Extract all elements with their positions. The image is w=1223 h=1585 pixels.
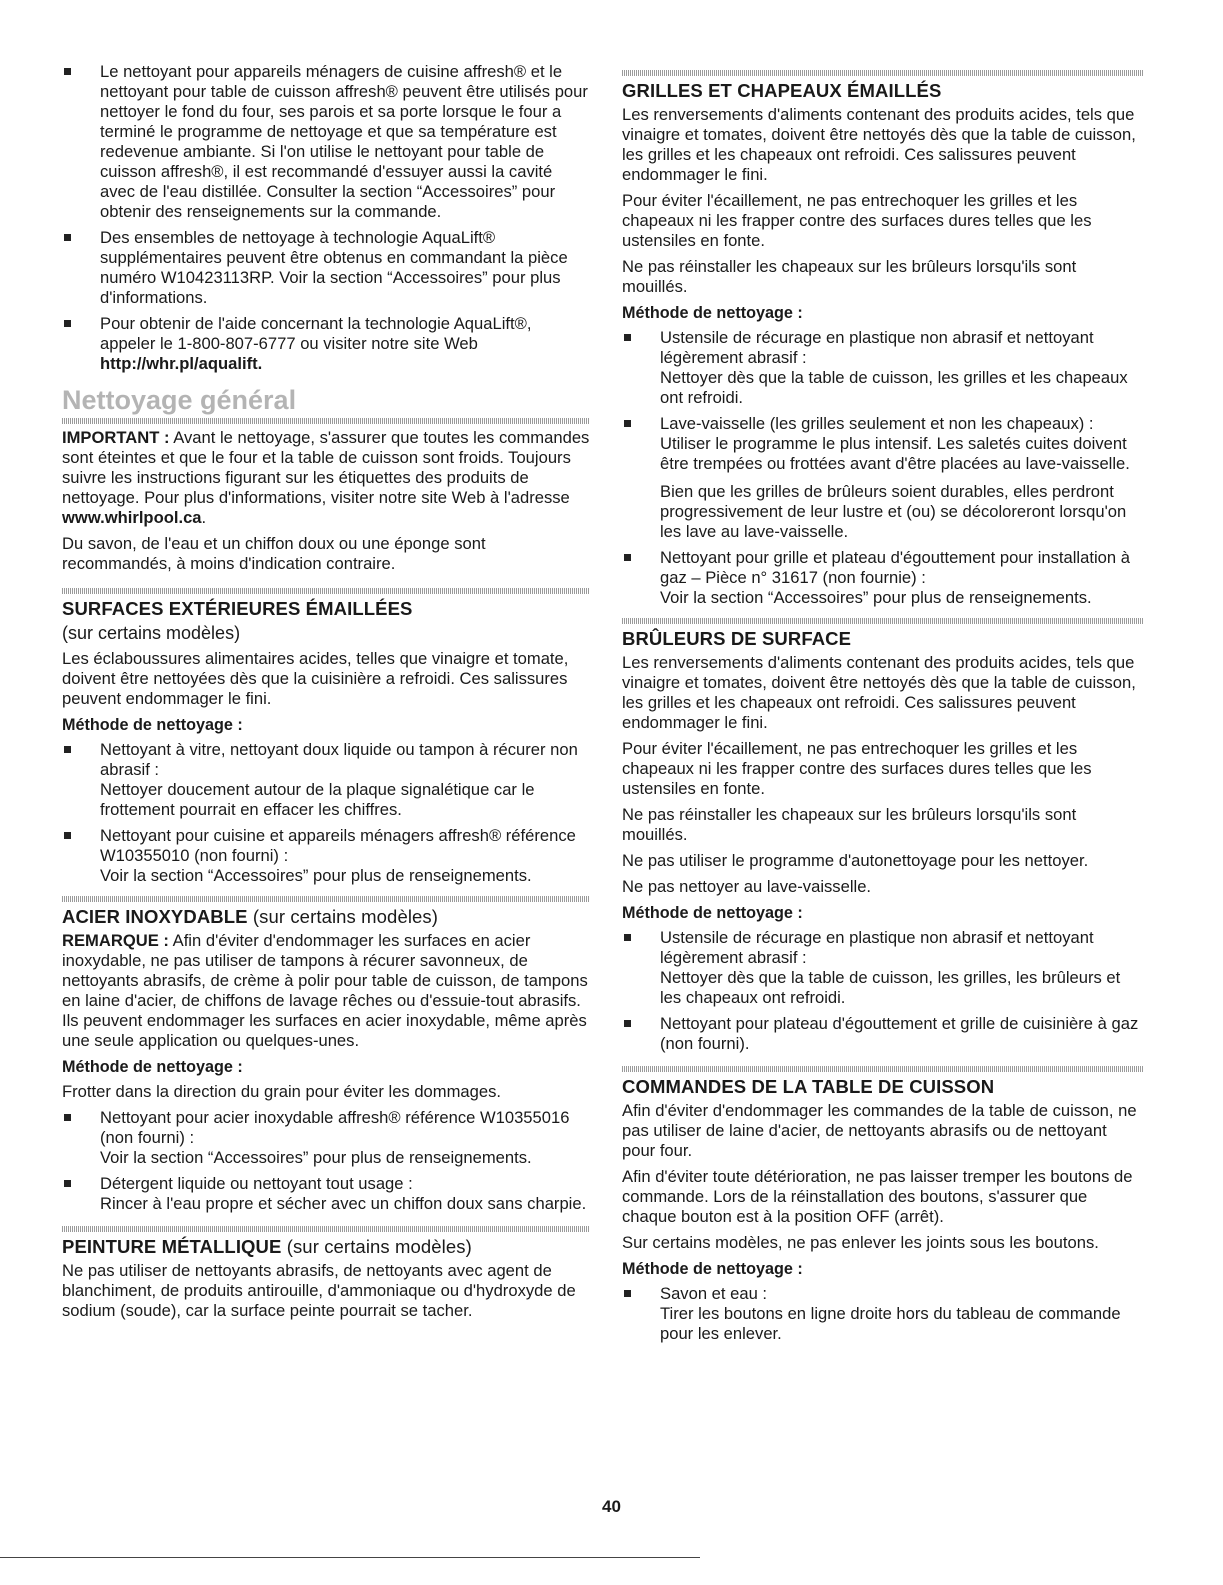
bullet-subtext: Tirer les boutons en ligne droite hors du tableau de commande pour les enlever.	[660, 1304, 1121, 1343]
bullet-icon	[64, 234, 71, 241]
list-item	[622, 548, 1144, 608]
list-item	[62, 314, 590, 374]
burners-text: Ne pas réinstaller les chapeaux sur les brûleurs lorsqu'ils sont mouillés.	[622, 805, 1077, 844]
aqualift-link[interactable]: http://whr.pl/aqualift.	[100, 354, 263, 373]
divider	[62, 418, 590, 424]
method-label: Méthode de nettoyage :	[62, 716, 243, 734]
steel-note	[62, 931, 590, 1051]
list-item	[62, 1108, 590, 1168]
exterior-text: Les éclaboussures alimentaires acides, telles que vinaigre et tomate, doivent être nettoyées dès que la cuisinière a refroidi. Ces salissures peuvent endommager le fini.	[62, 649, 569, 708]
bullet-text: Ustensile de récurage en plastique non abrasif et nettoyant légèrement abrasif :	[660, 328, 1094, 367]
controls-text: Afin d'éviter d'endommager les commandes de la table de cuisson, ne pas utiliser de laine d'acier, de nettoyants abrasifs ou de nettoyant pour four.	[622, 1101, 1137, 1160]
list-item	[62, 826, 590, 886]
important-label: IMPORTANT :	[62, 428, 170, 447]
bullet-text: Le nettoyant pour appareils ménagers de cuisine affresh® et le nettoyant pour table de cuisson affresh® peuvent être utilisés pour nettoyer le fond du four, ses parois et sa porte lorsque le four a terminé le programme de nettoyage et que sa température est redevenue ambiante. Si l'on utilise le nettoyant pour table de cuisson affresh®, il est recommandé d'essuyer aussi la cavité avec de l'eau distillée. Consulter la section “Accessoires” pour obtenir des renseignements sur la commande.	[100, 62, 588, 221]
method-label: Méthode de nettoyage :	[622, 304, 803, 322]
bullet-subtext: Voir la section “Accessoires” pour plus de renseignements.	[660, 588, 1092, 607]
burners-text: Les renversements d'aliments contenant des produits acides, tels que vinaigre et tomates, doivent être nettoyés dès que la table de cuisson, les grilles et les chapeaux ont refroidi. Ces salissures peuvent endommager le fini.	[622, 653, 1136, 732]
grates-text-3: Ne pas réinstaller les chapeaux sur les brûleurs lorsqu'ils sont mouillés.	[622, 257, 1077, 296]
subheading-exterior: (sur certains modèles)	[62, 623, 241, 643]
bullet-icon	[64, 320, 71, 327]
paint-title-suffix: (sur certains modèles)	[281, 1236, 472, 1257]
important-text: Avant le nettoyage, s'assurer que toutes les commandes sont éteintes et que le four et la table de cuisson sont froids. Toujours suivre les instructions figurant sur les étiquettes des produits de nettoyage. Pour plus d'informations, visiter notre site Web à l'adresse	[62, 428, 590, 507]
steel-title: ACIER INOXYDABLE	[62, 906, 248, 927]
page-number: 40	[602, 1497, 621, 1516]
paint-text: Ne pas utiliser de nettoyants abrasifs, de nettoyants avec agent de blanchiment, de produits antirouille, d'ammoniaque ou d'hydroxyde de sodium (soude), car la surface peinte pourrait se tacher.	[62, 1261, 576, 1320]
list-item	[62, 228, 590, 308]
right-column	[622, 62, 1144, 1350]
aqualift-text: Pour obtenir de l'aide concernant la technologie AquaLift®, appeler le 1-800-807-6777 ou visiter notre site Web	[100, 314, 532, 353]
bullet-subtext: Nettoyer dès que la table de cuisson, les grilles et les chapeaux ont refroidi.	[660, 368, 1128, 407]
soap-text: Du savon, de l'eau et un chiffon doux ou une éponge sont recommandés, à moins d'indication contraire.	[62, 534, 486, 573]
method-label: Méthode de nettoyage :	[62, 1058, 243, 1076]
divider	[622, 618, 1144, 624]
bullet-icon	[624, 934, 631, 941]
whirlpool-link[interactable]: www.whirlpool.ca	[62, 508, 202, 527]
list-item	[62, 1174, 590, 1214]
list-item	[62, 740, 590, 820]
bullet-text: Des ensembles de nettoyage à technologie AquaLift® supplémentaires peuvent être obtenus en commandant la pièce numéro W10423113RP. Voir la section “Accessoires” pour plus d'informations.	[100, 228, 568, 307]
method-label: Méthode de nettoyage :	[622, 904, 803, 922]
steel-title-suffix: (sur certains modèles)	[247, 906, 439, 927]
list-item	[622, 1014, 1144, 1054]
bullet-subtext: Nettoyer dès que la table de cuisson, les grilles, les brûleurs et les chapeaux ont refroidi.	[660, 968, 1121, 1007]
bullet-subtext: Voir la section “Accessoires” pour plus de renseignements.	[100, 1148, 532, 1167]
bullet-text: Nettoyant pour grille et plateau d'égouttement pour installation à gaz – Pièce n° 31617 (non fournie) :	[660, 548, 1130, 587]
bullet-text: Ustensile de récurage en plastique non abrasif et nettoyant légèrement abrasif :	[660, 928, 1094, 967]
divider	[622, 70, 1144, 76]
bullet-text: Lave-vaisselle (les grilles seulement et non les chapeaux) : Utiliser le programme le plus intensif. Les saletés cuites doivent être trempées ou frottées avant d'être placées au lave-vaisselle.	[660, 414, 1130, 473]
bullet-icon	[64, 1114, 71, 1121]
heading-cooktop-controls: COMMANDES DE LA TABLE DE CUISSON	[622, 1076, 995, 1097]
bullet-text: Nettoyant pour plateau d'égouttement et grille de cuisinière à gaz (non fourni).	[660, 1014, 1139, 1053]
burners-text: Ne pas utiliser le programme d'autonettoyage pour les nettoyer.	[622, 851, 1089, 870]
footer-divider	[0, 1557, 700, 1558]
divider	[622, 1066, 1144, 1072]
important-end: .	[201, 508, 207, 527]
paint-title: PEINTURE MÉTALLIQUE	[62, 1236, 282, 1257]
bullet-subtext: Rincer à l'eau propre et sécher avec un chiffon doux sans charpie.	[100, 1194, 587, 1213]
bullet-icon	[624, 554, 631, 561]
bullet-icon	[64, 832, 71, 839]
divider	[62, 1226, 590, 1232]
bullet-icon	[624, 1290, 631, 1297]
bullet-subtext: Bien que les grilles de brûleurs soient durables, elles perdront progressivement de leur lustre et (ou) se décoloreront lorsqu'on les lave au lave-vaisselle.	[660, 482, 1127, 541]
bullet-icon	[64, 1180, 71, 1187]
bullet-text: Détergent liquide ou nettoyant tout usage :	[100, 1174, 413, 1193]
heading-stainless-steel	[62, 906, 590, 928]
section-title-general: Nettoyage général	[62, 385, 297, 415]
bullet-icon	[624, 1020, 631, 1027]
bullet-icon	[624, 420, 631, 427]
heading-exterior-surfaces: SURFACES EXTÉRIEURES ÉMAILLÉES	[62, 598, 413, 619]
list-item	[62, 62, 590, 222]
controls-text: Afin d'éviter toute détérioration, ne pas laisser tremper les boutons de commande. Lors de la réinstallation des boutons, s'assurer que chaque bouton est à la position OFF (arrêt).	[622, 1167, 1133, 1226]
list-item	[622, 328, 1144, 408]
bullet-text	[100, 314, 590, 374]
bullet-subtext: Nettoyer doucement autour de la plaque signalétique car le frottement pourrait en effacer les chiffres.	[100, 780, 535, 819]
important-note	[62, 428, 590, 528]
grates-text-1: Les renversements d'aliments contenant des produits acides, tels que vinaigre et tomates, doivent être nettoyés dès que la table de cuisson, les grilles et les chapeaux ont refroidi. Ces salissures peuvent endommager le fini.	[622, 105, 1136, 184]
divider	[62, 588, 590, 594]
burners-text: Pour éviter l'écaillement, ne pas entrechoquer les grilles et les chapeaux ni les frapper contre des surfaces dures telles que les ustensiles en fonte.	[622, 739, 1092, 798]
bullet-icon	[624, 334, 631, 341]
bullet-text: Nettoyant à vitre, nettoyant doux liquide ou tampon à récurer non abrasif :	[100, 740, 578, 779]
bullet-text: Nettoyant pour acier inoxydable affresh® référence W10355016 (non fourni) :	[100, 1108, 570, 1147]
bullet-text: Nettoyant pour cuisine et appareils ménagers affresh® référence W10355010 (non fourni) :	[100, 826, 576, 865]
note-label: REMARQUE :	[62, 931, 169, 950]
list-item	[622, 414, 1144, 542]
note-text: Afin d'éviter d'endommager les surfaces en acier inoxydable, ne pas utiliser de tampons à récurer savonneux, de nettoyants abrasifs, de crème à polir pour table de cuisson, de tampons en laine d'acier, de chiffons de lavage rêches ou d'essuie-tout abrasifs. Ils peuvent endommager les surfaces en acier inoxydable, même après une seule application ou quelques-unes.	[62, 931, 588, 1050]
bullet-text: Savon et eau :	[660, 1284, 768, 1303]
method-label: Méthode de nettoyage :	[622, 1260, 803, 1278]
bullet-icon	[64, 746, 71, 753]
bullet-icon	[64, 68, 71, 75]
burners-text: Ne pas nettoyer au lave-vaisselle.	[622, 877, 872, 896]
controls-text: Sur certains modèles, ne pas enlever les joints sous les boutons.	[622, 1233, 1099, 1252]
left-column	[62, 62, 590, 1327]
divider	[62, 896, 590, 902]
bullet-subtext: Voir la section “Accessoires” pour plus de renseignements.	[100, 866, 532, 885]
heading-grates-caps: GRILLES ET CHAPEAUX ÉMAILLÉS	[622, 80, 942, 101]
grates-text-2: Pour éviter l'écaillement, ne pas entrechoquer les grilles et les chapeaux ni les frapper contre des surfaces dures telles que les ustensiles en fonte.	[622, 191, 1092, 250]
list-item	[622, 1284, 1144, 1344]
heading-surface-burners: BRÛLEURS DE SURFACE	[622, 628, 852, 649]
list-item	[622, 928, 1144, 1008]
rub-text: Frotter dans la direction du grain pour éviter les dommages.	[62, 1082, 502, 1101]
heading-metallic-paint	[62, 1236, 590, 1258]
